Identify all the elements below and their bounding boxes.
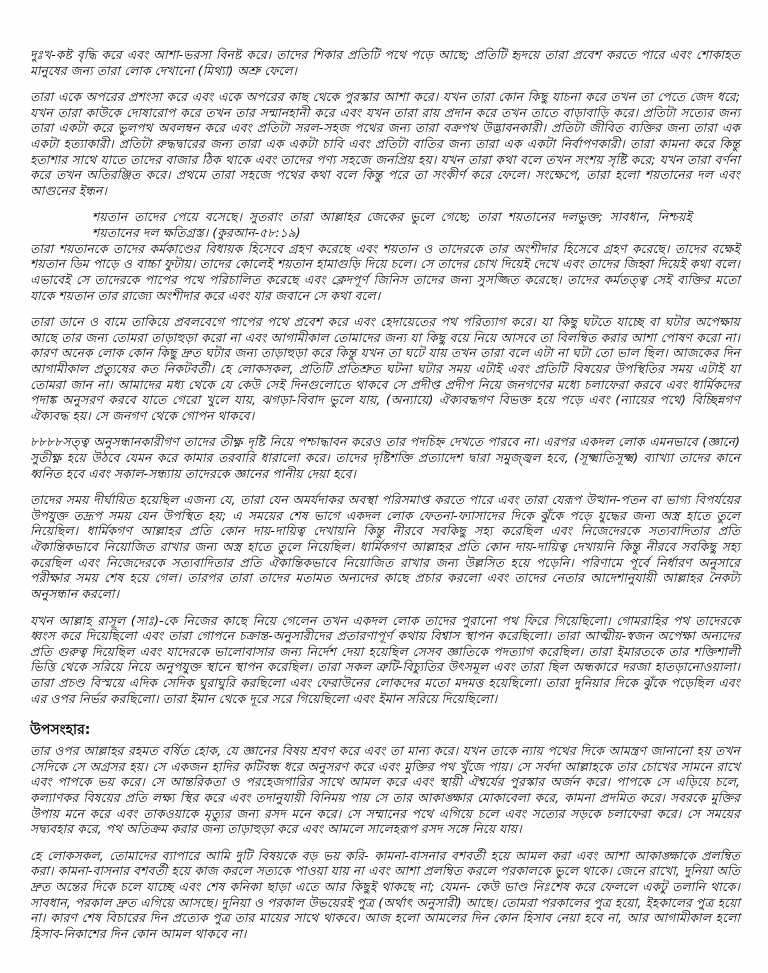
paragraph-continuation: দুঃখ-কষ্ট বৃদ্ধি করে এবং আশা-ভরসা বিনষ্ট করে। তাদের শিকার প্রতিটি পথে পড়ে আছে; প্রতিটি হৃদয়ে তারা প্রবেশ করতে পারে এবং শোকাহত মানুষের জন্য তারা লোক দেখানো (মিথ্যা) অশ্রু ফেলে। — [30, 48, 740, 78]
paragraph-blessed-listener: তার ওপর আল্লাহর রহমত বর্ষিত হোক, যে জ্ঞানের বিষয় শ্রবণ করে এবং তা মান্য করে। যখন তাকে ন্যায় পথের দিকে আমন্ত্রণ জানানো হয় তখন সেদিকে সে অগ্রসর হয়। সে একজন হাদির কটিবন্ধ ধরে অনুসরণ করে এবং মুক্তির পথ খুঁজে পায়। সে সর্বদা আল্লাহকে তার চোখের সামনে রাখে এবং পাপকে ভয় করে। সে আন্তরিকতা ও পরহেজগারির সাথে আমল করে এবং স্থায়ী ঐশ্বর্যের পুরস্কার অর্জন করে। পাপকে সে এড়িয়ে চলে, কল্যাণকর বিষয়ের প্রতি লক্ষ্য স্থির করে এবং তদানুযায়ী বিনিময় পায় সে তার আকাঙ্ক্ষার মোকাবেলা করে, কামনা প্রদমিত করে। সবরকে মুক্তির উপায় মনে করে এবং তাকওয়াকে মৃত্যুর জন্য রসদ মনে করে। সে সম্মানের পথে এগিয়ে চলে এবং সত্যের সড়কে চলাফেরা করে। সে সময়ের সদ্ব্যবহার করে, পথ অতিক্রম করার জন্য তাড়াহুড়া করে এবং আমলে সালেহরূপ রসদ সঙ্গে নিয়ে যায়। — [30, 744, 740, 837]
text-block — [30, 48, 740, 953]
paragraph-left-right-sin: তারা ডানে ও বামে তাকিয়ে প্রবলবেগে পাপের পথে প্রবেশ করে এবং হেদায়েতের পথ পরিত্যাগ করে। যা কিছু ঘটতে যাচ্ছে বা ঘটার অপেক্ষায় আছে তার জন্য তোমরা তাড়াহুড়া করো না এবং আগামীকাল তোমাদের জন্য যা কিছু বয়ে নিয়ে আসবে তা বিলম্বিত করার আশা পোষণ করো না। কারণ অনেক লোক কোন কিছু দ্রুত ঘটার জন্য তাড়াহুড়া করে কিন্তু যখন তা ঘটে যায় তখন তারা বলে এটা না ঘটা তো ভাল ছিল। আজকের দিন আগামীকাল প্রত্যুষের কত নিকটবর্তী। হে লোকসকল, প্রতিটি প্রতিশ্রুত ঘটনা ঘটার সময় এটাই এবং প্রতিটি বিষয়ের উপস্থিতির সময় এটাই যা তোমরা জান না। আমাদের মধ্য থেকে যে কেউ সেই দিনগুলোতে থাকবে সে প্রদীপ্ত প্রদীপ নিয়ে জনগণের মধ্যে চলাফেরা করবে এবং ধার্মিকদের পদাঙ্ক অনুসরণ করবে যাতে গেরো খুলে যায়, ঝগড়া-বিবাদ ভুলে যায়, (অন্যায়ে) ঐক্যবদ্ধগণ বিভক্ত হয়ে পড়ে এবং (ন্যায়ের পথে) বিচ্ছিন্নগণ ঐক্যবদ্ধ হয়। সে জনগণ থেকে গোপন থাকবে। — [30, 315, 740, 423]
paragraph-searchers: ৮৮৮৮সত্ত্ব অনুসন্ধানকারীগণ তাদের তীক্ষ্ণ দৃষ্টি নিয়ে পশ্চাদ্ধাবন করেও তার পদচিহ্ন দেখতে পারবে না। এরপর একদল লোক এমনভাবে (জ্ঞানে) সুতীক্ষ্ণ হয়ে উঠবে যেমন করে কামার তরবারি ধারালো করে। তাদের দৃষ্টিশক্তি প্রত্যাদেশ দ্বারা সমুজ্জ্বল হবে, (সূক্ষ্মাতিসূক্ষ্ম) ব্যাখ্যা তাদের কানে ধ্বনিত হবে এবং সকাল-সন্ধ্যায় তাদেরকে জ্ঞানের পানীয় দেয়া হবে। — [30, 435, 740, 481]
paragraph-after-prophet: যখন আল্লাহ রাসূল (সাঃ)-কে নিজের কাছে নিয়ে গেলেন তখন একদল লোক তাদের পুরানো পথ ফিরে গিয়েছিলো। গোমরাহির পথ তাদেরকে ধ্বংস করে দিয়েছিলো এবং তারা গোপনে চক্রান্ত-অনুসারীদের প্রতারণাপূর্ণ কথায় বিশ্বাস স্থাপন করেছিলো। তারা আত্মীয়-স্বজন অপেক্ষা অন্যদের প্রতি গুরুত্ব দিয়েছিল এবং যাদেরকে ভালোবাসার জন্য নির্দেশ দেয়া হয়েছিল সেসব জ্ঞাতিকে পদত্যাগ করেছিল। তারা ইমারতকে তার শক্তিশালী ভিত্তি থেকে সরিয়ে নিয়ে অনুপযুক্ত স্থানে স্থাপন করেছিল। তারা সকল ত্রুটি-বিচ্যুতির উৎসমূল এবং তারা ছিল অন্ধকারে দরজা হাতড়ানোওয়ালা। তারা প্রচণ্ড বিস্ময়ে এদিক সেদিক ঘুরাঘুরি করছিলো এবং ফেরাউনের লোকদের মতো মদমত্ত হয়েছিলো। তারা দুনিয়ার দিকে ঝুঁকে পড়েছিল এবং এর ওপর নির্ভর করছিলো। তারা ইমান থেকে দূরে সরে গিয়েছিলো এবং ইমান সরিয়ে দিয়েছিলো। — [30, 613, 740, 706]
paragraph-prolonged-time: তাদের সময় দীর্ঘায়িত হয়েছিল এজন্য যে, তারা যেন অমর্যদাকর অবস্থা পরিসমাপ্ত করতে পারে এবং তারা যেরূপ উত্থান-পতন বা ভাগ্য বিপর্যয়ের উপযুক্ত তদ্রূপ সময় যেন উপস্থিত হয়; এ সময়ের শেষ ভাগে একদল লোক ফেতনা-ফ্যাসাদের দিকে ঝুঁকে পড়ে যুদ্ধের জন্য অস্ত্র হাতে তুলে নিয়েছিল। ধার্মিকগণ আল্লাহর প্রতি কোন দায়-দায়িত্ব দেখায়নি কিন্তু নীরবে সবকিছু সহ্য করেছিল এবং নিজেদেরকে সত্যবাদিতার প্রতি ঐকান্তিকভাবে নিয়োজিত রাখার জন্য অস্ত্র হাতে তুলে নিয়েছিল। ধার্মিকগণ আল্লাহর প্রতি কোন দায়-দায়িত্ব দেখায়নি কিন্তু নীরবে সবকিছু সহ্য করেছিল এবং নিজেদেরকে সত্যবাদিতার প্রতি ঐকান্তিকভাবে নিয়োজিত রাখার জন্য উল্লসিত হয়ে পড়েনি। পরিণামে পূর্বে নির্ধারণ অনুসারে পরীক্ষার সময় শেষ হয়ে গেল। তারপর তারা তাদের মতামত অন্যদের কাছে প্রচার করলো এবং তাদের নেতার আদেশানুযায়ী আল্লাহর নৈকট্য অনুসন্ধান করলো। — [30, 493, 740, 601]
section-heading-conclusion: উপসংহার: — [30, 722, 91, 739]
paragraph-satan-partnership: তারা শয়তানকে তাদের কর্মকাণ্ডের বিধায়ক হিসেবে গ্রহণ করেছে এবং শয়তান ও তাদেরকে তার অংশীদার হিসেবে গ্রহণ করেছে। তাদের বক্ষেই শয়তান ডিম পাড়ে ও বাচ্চা ফুটায়। তাদের কোলেই শয়তান হামাগুড়ি দিয়ে চলে। সে তাদের চোখ দিয়েই দেখে এবং তাদের জিহ্বা দিয়েই কথা বলে। এভাবেই সে তাদেরকে পাপের পথে পরিচালিত করেছে এবং ক্লেদপূর্ণ জিনিস তাদের জন্য সুসজ্জিত করেছে। তাদের কর্মতত্ত্ব সেই ব্যক্তির মতো যাকে শয়তান তার রাজ্যে অংশীদার করে এবং যার জবানে সে কথা বলে। — [30, 241, 740, 303]
quran-quote: শয়তান তাদের পেয়ে বসেছে। সুতরাং তারা আল্লাহর জেকের ভুলে গেছে; তারা শয়তানের দলভুক্ত; সাবধান, নিশ্চয়ই শয়তানের দল ক্ষতিগ্রস্ত। (কুরআন-৫৮:১৯) — [92, 210, 692, 241]
paragraph-two-fears: হে লোকসকল, তোমাদের ব্যাপারে আমি দুটি বিষয়কে বড় ভয় করি- কামনা-বাসনার বশবর্তী হয়ে আমল করা এবং আশা আকাঙ্ক্ষাকে প্রলম্বিত করা। কামনা-বাসনার বশবর্তী হয়ে কাজ করলে সত্যকে পাওয়া যায় না এবং আশা প্রলম্বিত করলে পরকালকে ভুলে থাকে। জেনে রাখো, দুনিয়া অতি দ্রুত অন্তের দিকে চলে যাচ্ছে এবং শেষ কনিকা ছাড়া এতে আর কিছুই থাকছে না; যেমন- কেউ ভাণ্ড নিঃশেষ করে ফেললে একটু তলানি থাকে। সাবধান, পরকাল দ্রুত এগিয়ে আসছে। দুনিয়া ও পরকাল উভয়েরই পুত্র (অর্থাৎ অনুসারী) আছে। তোমরা পরকালের পুত্র হয়ো, ইহকালের পুত্র হয়ো না। কারণ শেষ বিচারের দিন প্রত্যেক পুত্র তার মায়ের সাথে থাকবে। আজ হলো আমলের দিন কোন হিসাব নেয়া হবে না, আর আগামীকাল হলো হিসাব-নিকাশের দিন কোন আমল থাকবে না। — [30, 848, 740, 941]
paragraph-hypocrites-description: তারা একে অপরের প্রশংসা করে এবং একে অপরের কাছ থেকে পুরস্কার আশা করে। যখন তারা কোন কিছু যাচনা করে তখন তা পেতে জেদ ধরে; যখন তারা কাউকে দোষারোপ করে তখন তার সন্মানহানী করে এবং যখন তারা রায় প্রদান করে তখন তাতে বাড়াবাড়ি করে। প্রতিটা সত্যের জন্য তারা একটা করে ভুলপথ অবলম্বন করে এবং প্রতিটা সরল-সহজ পথের জন্য তারা বক্রপথ উদ্ভাবনকারী। প্রতিটা জীবিত ব্যক্তির জন্য তারা এক একটা হত্যাকারী। প্রতিটা রুদ্ধদ্বারের জন্য তারা এক একটা চাবি এবং প্রতিটা বাতির জন্য তারা এক একটা নির্বাপণকারী। তারা কামনা করে কিন্তু হতাশার সাথে যাতে তাদের বাজার ঠিক থাকে এবং তাদের পণ্য সহজে জনপ্রিয় হয়। যখন তারা কথা বলে তখন সংশয় সৃষ্টি করে; যখন তারা বর্ণনা করে তখন অতিরঞ্জিত করে। প্রথমে তারা সহজে পথের কথা বলে কিন্তু পরে তা সংকীর্ণ করে ফেলে। সংক্ষেপে, তারা হলো শয়তানের দল এবং আগুনের ইন্ধন। — [30, 90, 740, 198]
